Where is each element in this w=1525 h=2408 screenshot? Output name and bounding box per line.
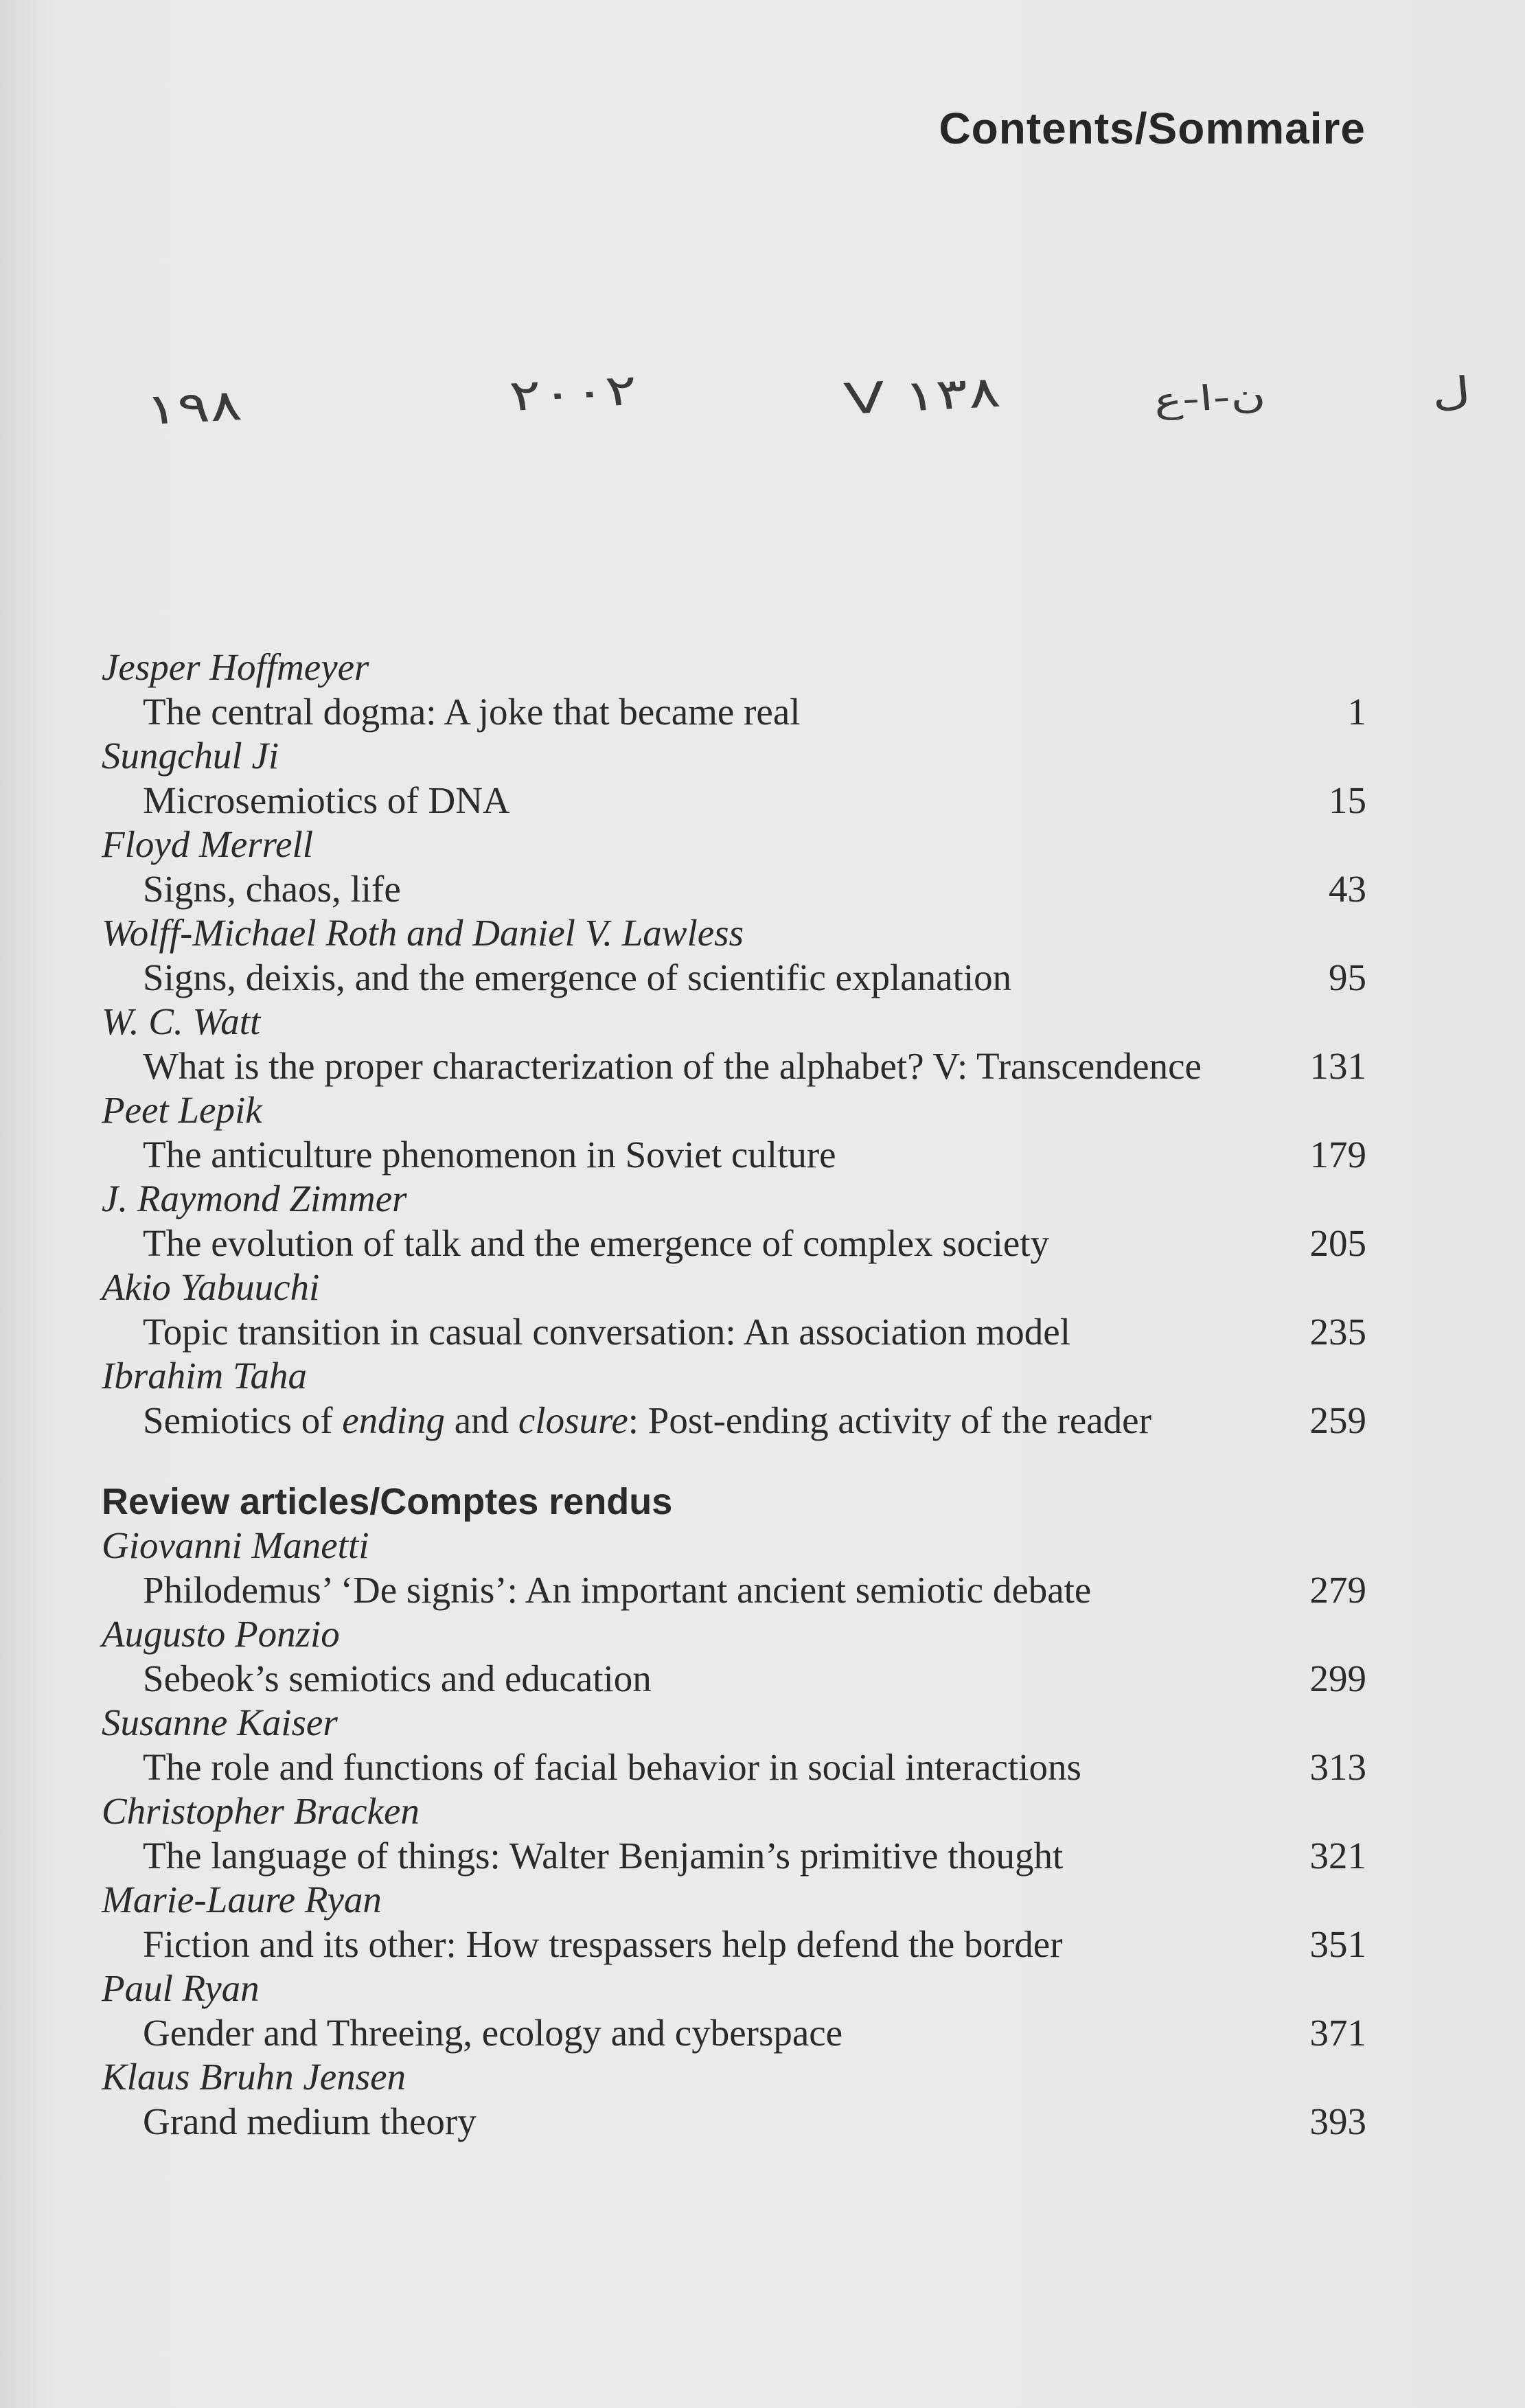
entry-author: Susanne Kaiser [102,1701,338,1743]
toc-entry[interactable] [102,1310,1366,1355]
entry-author: W. C. Watt [102,1000,261,1042]
toc-entry[interactable] [102,1657,1366,1701]
entry-page-number: 279 [1309,1568,1366,1611]
toc-entry[interactable] [102,779,1366,823]
entry-title: Gender and Threeing, ecology and cyberspace [143,2011,843,2054]
entry-title: The role and functions of facial behavior in social interactions [143,1745,1081,1788]
toc-entry[interactable] [102,1399,1366,1443]
toc-entry[interactable] [102,2100,1366,2144]
toc-entry[interactable] [102,1834,1366,1879]
entry-title: The central dogma: A joke that became real [143,690,801,733]
entry-title: Fiction and its other: How trespassers help defend the border [143,1923,1063,1965]
handwritten-marks [0,364,1525,435]
toc-entry[interactable] [102,956,1366,1000]
entry-author: Klaus Bruhn Jensen [102,2056,406,2098]
entry-author: Christopher Bracken [102,1790,420,1832]
entry-title: The anticulture phenomenon in Soviet culture [143,1133,836,1176]
entry-title [143,1399,1270,1443]
toc-entry[interactable] [102,2011,1366,2056]
entry-page-number: 205 [1309,1222,1366,1264]
title-part: : Post-ending activity of the reader [628,1399,1151,1441]
entry-author: Ibrahim Taha [102,1355,308,1397]
entry-page-number: 95 [1329,956,1366,998]
toc-entry[interactable] [102,1044,1366,1089]
entry-page-number: 313 [1309,1745,1366,1788]
entry-title: Philodemus’ ‘De signis’: An important ancient semiotic debate [143,1568,1092,1611]
entry-page-number: 351 [1309,1923,1366,1965]
entry-title: Signs, chaos, life [143,867,401,910]
entry-page-number: 393 [1309,2100,1366,2142]
toc-entry[interactable] [102,690,1366,735]
entry-page-number: 15 [1329,779,1366,821]
entry-author: Marie-Laure Ryan [102,1879,382,1920]
entry-author: Augusto Ponzio [102,1613,340,1655]
handwritten-mark-4: ن-ا-ع [1151,375,1268,421]
entry-page-number: 259 [1309,1399,1366,1441]
entry-author: Akio Yabuuchi [102,1266,320,1308]
entry-author: Paul Ryan [102,1967,260,2009]
contents-heading: Contents/Sommaire [939,104,1366,153]
toc-entry[interactable] [102,1133,1366,1178]
entry-title: Sebeok’s semiotics and education [143,1657,652,1699]
entry-author: Jesper Hoffmeyer [102,646,369,688]
entry-author: Sungchul Ji [102,735,279,777]
entry-title: Microsemiotics of DNA [143,779,510,821]
table-of-contents [102,645,1366,2144]
title-emphasis: ending [342,1399,445,1441]
entry-page-number: 371 [1309,2011,1366,2054]
entry-author: J. Raymond Zimmer [102,1178,407,1219]
toc-entry[interactable] [102,1745,1366,1790]
entry-title: Grand medium theory [143,2100,477,2142]
entry-page-number: 179 [1309,1133,1366,1176]
entry-title: The language of things: Walter Benjamin’s primitive thought [143,1834,1064,1877]
entry-author: Floyd Merrell [102,823,314,865]
entry-page-number: 131 [1309,1044,1366,1087]
entry-page-number: 321 [1309,1834,1366,1877]
entry-page-number: 299 [1309,1657,1366,1699]
entry-page-number: 43 [1329,867,1366,910]
entry-title: The evolution of talk and the emergence of complex society [143,1222,1050,1264]
handwritten-mark-1: ١٩٨ [143,380,244,435]
toc-entry[interactable] [102,867,1366,912]
entry-author: Peet Lepik [102,1089,262,1131]
entry-page-number: 235 [1309,1310,1366,1353]
entry-author: Giovanni Manetti [102,1524,369,1566]
title-part: Semiotics of [143,1399,343,1441]
review-section-heading: Review articles/Comptes rendus [102,1481,673,1522]
entry-title: Signs, deixis, and the emergence of scientific explanation [143,956,1012,998]
handwritten-mark-5: ل [1429,369,1473,415]
toc-entry[interactable] [102,1568,1366,1613]
entry-title: What is the proper characterization of the alphabet? V: Transcendence [143,1044,1202,1087]
toc-entry[interactable] [102,1923,1366,1967]
handwritten-mark-2: ٢٠٠٢ [507,364,640,421]
entry-page-number: 1 [1347,690,1366,733]
entry-title: Topic transition in casual conversation: An association model [143,1310,1070,1353]
toc-entry[interactable] [102,1222,1366,1266]
title-part: and [444,1399,518,1441]
entry-author: Wolff-Michael Roth and Daniel V. Lawless [102,912,744,954]
handwritten-mark-3: V ١٣٨ [842,366,1002,424]
title-emphasis: closure [518,1399,628,1441]
